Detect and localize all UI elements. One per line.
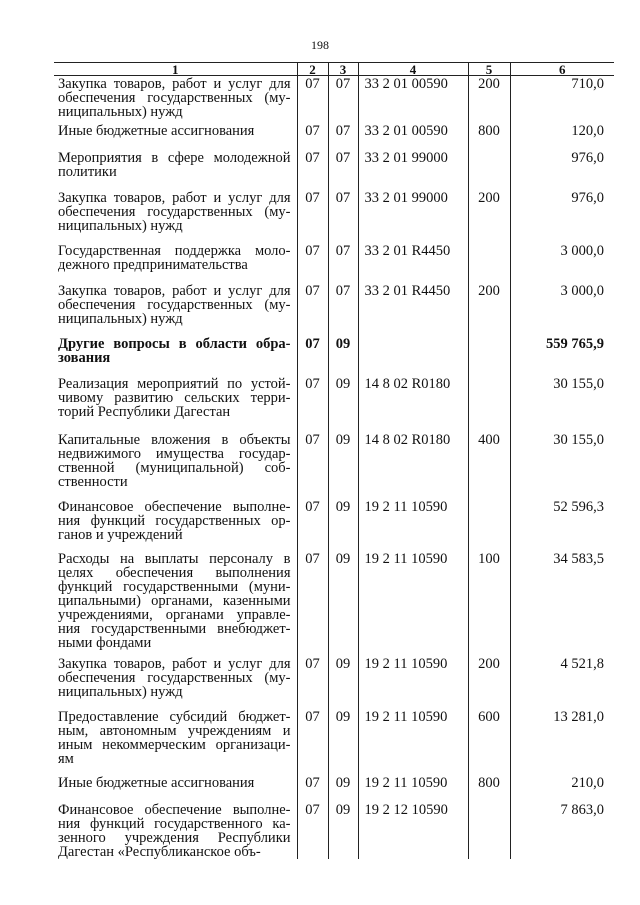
- table-row: [54, 190, 614, 243]
- row-expense-type-cell: 200: [468, 656, 510, 709]
- row-expense-type-cell: 800: [468, 123, 510, 150]
- row-name-cell: Другие вопросы в области обра-зования: [58, 335, 291, 366]
- row-name-cell: Государственная поддержка моло-дежного предпринимательства: [58, 242, 291, 273]
- row-subsection-cell: 07: [328, 243, 358, 283]
- table-row: [54, 709, 614, 775]
- row-section-cell: 07: [297, 283, 328, 336]
- row-section-cell: 07: [297, 775, 328, 802]
- row-name-cell: Закупка товаров, работ и услуг для обеспечения государственных (му-ниципальных) нужд: [58, 282, 291, 327]
- table-body: [54, 76, 614, 859]
- row-name-cell: Реализация мероприятий по устой-чивому развитию сельских терри-торий Республики Дагестан: [58, 375, 291, 420]
- table-row: [54, 802, 614, 859]
- row-expense-type-cell: [468, 243, 510, 283]
- row-amount-cell: 976,0: [510, 190, 614, 243]
- row-name-cell: Расходы на выплаты персоналу в целях обеспечения выполнения функций государственными (муни-ципальными) органами, казенными учреждениями, органами управле-ния государственными внебюджет-ными фондами: [58, 550, 291, 651]
- row-expense-type-cell: 600: [468, 709, 510, 775]
- row-section-cell: 07: [297, 499, 328, 551]
- row-expense-type-cell: [468, 150, 510, 190]
- row-expense-type-cell: [468, 802, 510, 859]
- table-row: [54, 551, 614, 656]
- row-subsection-cell: 09: [328, 336, 358, 376]
- row-amount-cell: 210,0: [510, 775, 614, 802]
- row-subsection-cell: 07: [328, 190, 358, 243]
- row-amount-cell: 120,0: [510, 123, 614, 150]
- row-expense-type-cell: 800: [468, 775, 510, 802]
- row-target-article-cell: 33 2 01 R4450: [358, 243, 468, 283]
- row-expense-type-cell: 200: [468, 76, 510, 123]
- row-section-cell: 07: [297, 150, 328, 190]
- row-name-cell: Предоставление субсидий бюджет-ным, автономным учреждениям и иным некоммерческим организаци-ям: [58, 708, 291, 767]
- row-target-article-cell: 14 8 02 R0180: [358, 376, 468, 432]
- table-row: [54, 243, 614, 283]
- row-expense-type-cell: 100: [468, 551, 510, 656]
- row-name-cell: Капитальные вложения в объекты недвижимого имущества государ-ственной (муниципальной) соб-ственности: [58, 431, 291, 490]
- row-section-cell: 07: [297, 709, 328, 775]
- row-subsection-cell: 07: [328, 76, 358, 123]
- row-section-cell: 07: [297, 190, 328, 243]
- row-amount-cell: 7 863,0: [510, 802, 614, 859]
- table-row: [54, 150, 614, 190]
- row-name-cell: Закупка товаров, работ и услуг для обеспечения государственных (му-ниципальных) нужд: [58, 189, 291, 234]
- row-amount-cell: 3 000,0: [510, 283, 614, 336]
- row-subsection-cell: 09: [328, 802, 358, 859]
- row-expense-type-cell: 200: [468, 283, 510, 336]
- table-row: [54, 336, 614, 376]
- row-section-cell: 07: [297, 802, 328, 859]
- row-section-cell: 07: [297, 551, 328, 656]
- row-target-article-cell: 19 2 12 10590: [358, 802, 468, 859]
- row-amount-cell: 3 000,0: [510, 243, 614, 283]
- table-row: [54, 376, 614, 432]
- row-target-article-cell: 19 2 11 10590: [358, 551, 468, 656]
- row-name-cell: Закупка товаров, работ и услуг для обеспечения государственных (му-ниципальных) нужд: [58, 76, 291, 120]
- row-amount-cell: 710,0: [510, 76, 614, 123]
- row-amount-cell: 4 521,8: [510, 656, 614, 709]
- row-name-cell: Иные бюджетные ассигнования: [58, 774, 255, 791]
- row-name-cell: Финансовое обеспечение выполне-ния функций государственных ор-ганов и учреждений: [58, 498, 291, 543]
- row-subsection-cell: 09: [328, 775, 358, 802]
- row-expense-type-cell: [468, 499, 510, 551]
- column-header-3: 3: [328, 63, 358, 76]
- row-subsection-cell: 07: [328, 123, 358, 150]
- row-section-cell: 07: [297, 376, 328, 432]
- row-target-article-cell: 33 2 01 00590: [358, 123, 468, 150]
- page-number: 198: [311, 38, 329, 52]
- row-target-article-cell: 33 2 01 99000: [358, 190, 468, 243]
- column-header-2: 2: [297, 63, 328, 76]
- row-subsection-cell: 09: [328, 432, 358, 499]
- table-row: [54, 656, 614, 709]
- row-target-article-cell: 19 2 11 10590: [358, 709, 468, 775]
- table-header-row: [54, 63, 614, 76]
- row-target-article-cell: 33 2 01 99000: [358, 150, 468, 190]
- row-expense-type-cell: 400: [468, 432, 510, 499]
- table-row: [54, 775, 614, 802]
- row-subsection-cell: 09: [328, 656, 358, 709]
- row-subsection-cell: 09: [328, 499, 358, 551]
- row-amount-cell: 13 281,0: [510, 709, 614, 775]
- table-row: [54, 499, 614, 551]
- row-section-cell: 07: [297, 656, 328, 709]
- row-target-article-cell: 19 2 11 10590: [358, 656, 468, 709]
- row-subsection-cell: 09: [328, 709, 358, 775]
- row-target-article-cell: [358, 336, 468, 376]
- column-header-6: 6: [510, 63, 614, 76]
- row-section-cell: 07: [297, 76, 328, 123]
- row-amount-cell: 30 155,0: [510, 432, 614, 499]
- row-subsection-cell: 07: [328, 283, 358, 336]
- row-target-article-cell: 33 2 01 00590: [358, 76, 468, 123]
- row-name-cell: Иные бюджетные ассигнования: [58, 122, 255, 139]
- row-expense-type-cell: 200: [468, 190, 510, 243]
- row-name-cell: Мероприятия в сфере молодежной политики: [58, 149, 291, 180]
- row-section-cell: 07: [297, 243, 328, 283]
- row-expense-type-cell: [468, 376, 510, 432]
- row-target-article-cell: 14 8 02 R0180: [358, 432, 468, 499]
- row-amount-cell: 559 765,9: [510, 336, 614, 376]
- row-section-cell: 07: [297, 123, 328, 150]
- row-section-cell: 07: [297, 432, 328, 499]
- column-header-1: 1: [54, 63, 297, 76]
- row-amount-cell: 976,0: [510, 150, 614, 190]
- budget-table: [54, 62, 614, 859]
- row-subsection-cell: 07: [328, 150, 358, 190]
- row-amount-cell: 34 583,5: [510, 551, 614, 656]
- row-name-cell: Закупка товаров, работ и услуг для обеспечения государственных (му-ниципальных) нужд: [58, 655, 291, 700]
- row-target-article-cell: 33 2 01 R4450: [358, 283, 468, 336]
- table-row: [54, 432, 614, 499]
- row-name-cell: Финансовое обеспечение выполне-ния функций государственного ка-зенного учреждения Республики Дагестан «Республиканское объ-: [58, 801, 291, 860]
- row-subsection-cell: 09: [328, 376, 358, 432]
- row-amount-cell: 52 596,3: [510, 499, 614, 551]
- table-row: [54, 283, 614, 336]
- table-row: [54, 76, 614, 123]
- row-amount-cell: 30 155,0: [510, 376, 614, 432]
- row-target-article-cell: 19 2 11 10590: [358, 499, 468, 551]
- column-header-5: 5: [468, 63, 510, 76]
- column-header-4: 4: [358, 63, 468, 76]
- table-row: [54, 123, 614, 150]
- row-subsection-cell: 09: [328, 551, 358, 656]
- row-expense-type-cell: [468, 336, 510, 376]
- row-target-article-cell: 19 2 11 10590: [358, 775, 468, 802]
- row-section-cell: 07: [297, 336, 328, 376]
